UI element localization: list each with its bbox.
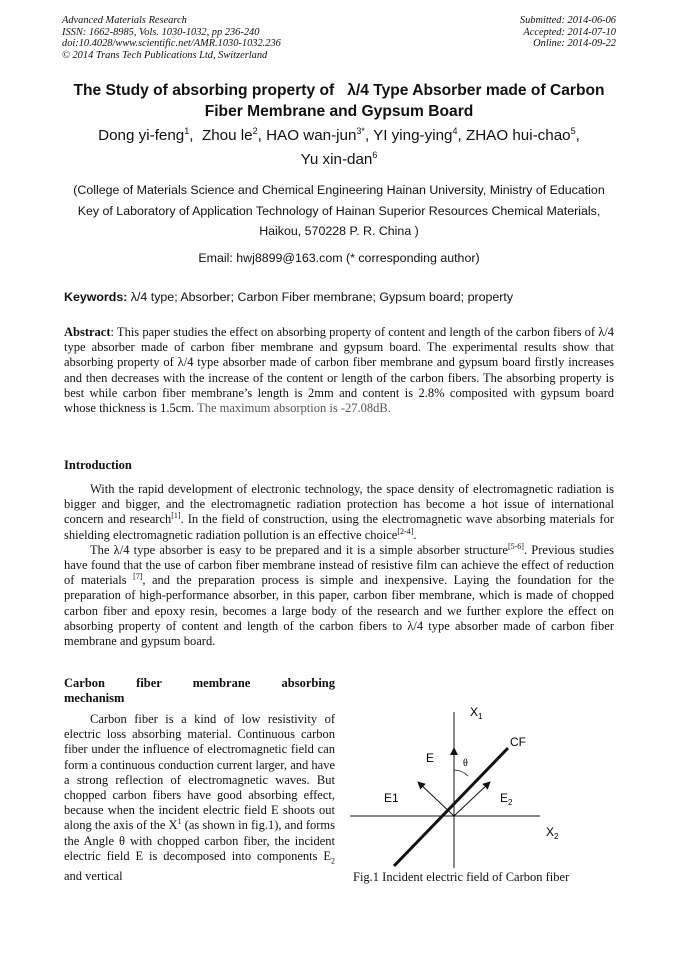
author-sep: , bbox=[575, 127, 580, 144]
intro-paragraph-1 bbox=[64, 482, 614, 543]
mechanism-heading-line-2: mechanism bbox=[64, 691, 125, 706]
intro-text: . Previous studies have found that the use of carbon fiber membrane instead of resistive film can achieve the effect of reduction of materials bbox=[64, 542, 614, 588]
accepted-date: Accepted: 2014-07-10 bbox=[523, 26, 616, 38]
mechanism-text: (as shown in fig.1), and forms the Angle θ with chopped carbon fiber, the incident electric field E is decomposed into components E bbox=[64, 818, 335, 863]
mechanism-paragraph bbox=[64, 712, 335, 884]
mechanism-body bbox=[64, 712, 335, 884]
x2-label: $X_2$ bbox=[546, 825, 559, 841]
citation: [5-6] bbox=[507, 541, 524, 551]
author-affil-mark: 2 bbox=[252, 126, 258, 136]
mechanism-text: and vertical bbox=[64, 868, 123, 883]
intro-text: . bbox=[413, 527, 417, 542]
x1-label: $X_1$ bbox=[470, 705, 483, 721]
axis-superscript: 1 bbox=[177, 817, 182, 827]
title-line-1: The Study of absorbing property of λ/4 Type Absorber made of Carbon bbox=[73, 82, 605, 99]
abstract-tail: The maximum absorption is -27.08dB. bbox=[194, 401, 391, 416]
carbon-fiber-line bbox=[394, 748, 508, 866]
keywords-text: λ/4 type; Absorber; Carbon Fiber membrane; Gypsum board; property bbox=[130, 290, 514, 304]
author-list bbox=[55, 124, 623, 172]
intro-text: . In the field of construction, using the electromagnetic wave absorbing materials for shielding electromagnetic radiation pollution is an effective choice bbox=[64, 512, 614, 542]
author-sep: , bbox=[257, 127, 267, 144]
abstract-text: : This paper studies the effect on absorbing property of content and length of the carbon fibers of λ/4 type absorber made of carbon fiber membrane and gypsum board. The experimental results show that absorbing property of λ/4 type absorber made of carbon fiber membrane and gypsum board firstly increases and then decreases with the increase of the content or length of the carbon fibers. The absorbing property is best while carbon fiber membrane’s length is 2mm and content is 2.8% composited with gypsum board whose thickness is 1.5cm. bbox=[64, 325, 614, 416]
affiliation bbox=[55, 180, 623, 242]
affiliation-line-3: Haikou, 570228 P. R. China ) bbox=[259, 224, 419, 238]
theta-label: θ bbox=[463, 758, 468, 769]
affiliation-line-2: Key of Laboratory of Application Technology of Hainan Superior Resources Chemical Materials, bbox=[77, 203, 601, 218]
e2-label: $E_2$ bbox=[500, 791, 513, 807]
submitted-date: Submitted: 2014-06-06 bbox=[519, 15, 616, 26]
e1-vector bbox=[418, 782, 454, 816]
paper-title bbox=[55, 80, 623, 122]
journal-doi: doi:10.4028/www.scientific.net/AMR.1030-1032.236 bbox=[62, 38, 281, 50]
abstract bbox=[64, 325, 614, 416]
section-heading-mechanism bbox=[64, 676, 335, 706]
citation: [1] bbox=[171, 511, 181, 521]
component-subscript: 2 bbox=[331, 856, 335, 866]
contact-email: Email: hwj8899@163.com (* corresponding author) bbox=[198, 251, 480, 265]
abstract-label: Abstract bbox=[64, 325, 111, 339]
affiliation-line-1: (College of Materials Science and Chemical Engineering Hainan University, Ministry of Education bbox=[73, 183, 605, 197]
author-name: Dong yi-feng bbox=[98, 127, 185, 144]
author-name: Zhou le bbox=[201, 127, 253, 144]
author-name: YI ying-ying bbox=[373, 127, 453, 144]
journal-name: Advanced Materials Research bbox=[62, 15, 187, 26]
intro-text: , and the preparation process is simple and inexpensive. Laying the foundation for the preparation of high-performance absorber, in this paper, carbon fiber membrane, which is made of chopped carbon fiber and epoxy resin, becomes a large body of the research and we further explore the effect on absorbing property of content and length of the carbon fibers to λ/4 type absorber made of carbon fiber membrane and gypsum board. bbox=[64, 573, 614, 649]
keywords-label: Keywords: bbox=[64, 290, 131, 304]
journal-copyright: © 2014 Trans Tech Publications Ltd, Switzerland bbox=[62, 49, 268, 61]
author-name: ZHAO hui-chao bbox=[465, 127, 571, 144]
author-affil-mark: 1 bbox=[184, 126, 190, 136]
journal-issn: ISSN: 1662-8985, Vols. 1030-1032, pp 236-240 bbox=[62, 26, 260, 38]
online-date: Online: 2014-09-22 bbox=[533, 38, 616, 50]
introduction-body bbox=[64, 482, 614, 649]
author-affil-mark: 5 bbox=[570, 126, 576, 136]
author-affil-mark: 4 bbox=[452, 126, 458, 136]
title-line-2: Fiber Membrane and Gypsum Board bbox=[204, 103, 474, 120]
intro-text: The λ/4 type absorber is easy to be prepared and it is a simple absorber structure bbox=[90, 542, 508, 557]
journal-header-right bbox=[520, 15, 616, 50]
author-sep: , bbox=[189, 127, 202, 144]
author-sep: , bbox=[364, 127, 374, 144]
citation: [2-4] bbox=[397, 526, 414, 536]
section-heading-introduction: Introduction bbox=[64, 458, 132, 472]
author-affil-mark: 6 bbox=[372, 150, 378, 160]
author-name: HAO wan-jun bbox=[266, 127, 357, 144]
mechanism-text: Carbon fiber is a kind of low resistivity of electric loss absorbing material. Continuous carbon fiber under the influence of electromagnetic field can form a continuous conduction current larger, and have a strong reflection of electromagnetic waves. But chopped carbon fibers have good absorbing effect, because when the incident electric field E shoots out along the axis of the X bbox=[64, 712, 335, 833]
citation: [7] bbox=[133, 572, 143, 582]
e1-label: E1 bbox=[384, 791, 399, 805]
e-label: E bbox=[426, 751, 435, 765]
theta-arc bbox=[454, 770, 468, 776]
cf-label: CF bbox=[510, 735, 526, 749]
figure-electric-field-diagram bbox=[350, 698, 610, 868]
journal-header-left bbox=[62, 15, 281, 61]
author-affil-mark: 3* bbox=[356, 126, 365, 136]
author-sep: , bbox=[457, 127, 466, 144]
keywords bbox=[64, 289, 614, 305]
intro-paragraph-2 bbox=[64, 543, 614, 649]
figure-caption: Fig.1 Incident electric field of Carbon fiber bbox=[353, 870, 570, 884]
mechanism-heading-line-1: Carbon fiber membrane absorbing bbox=[64, 676, 335, 690]
intro-text: With the rapid development of electronic technology, the space density of electromagnetic radiation is bigger and bigger, and the electromagnetic radiation protection has become a hot issue of international concern and research bbox=[64, 482, 614, 527]
author-name: Yu xin-dan bbox=[300, 151, 373, 168]
